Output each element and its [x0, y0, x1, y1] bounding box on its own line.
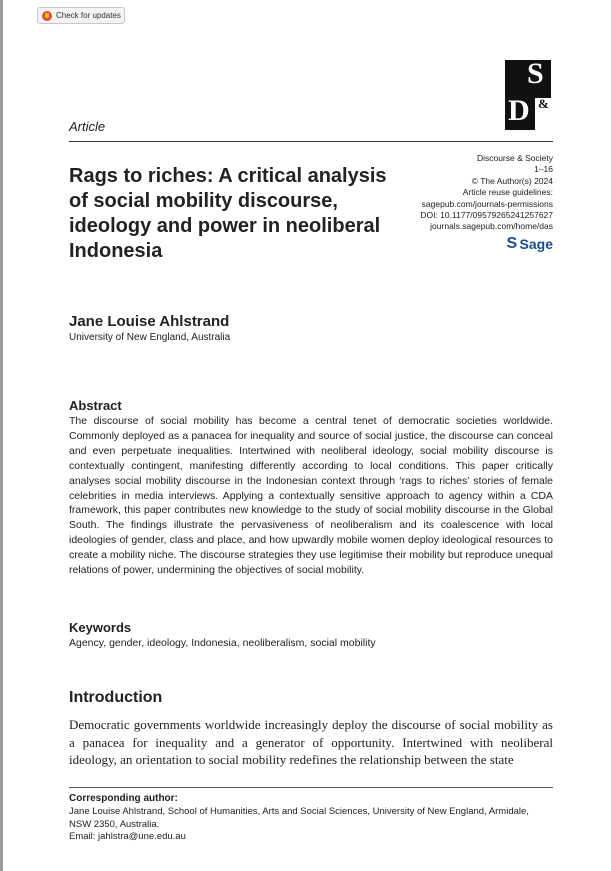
- abstract-text: The discourse of social mobility has become a central tenet of democratic societies worldwide. Commonly deployed as a panacea for inequality and source of social justice, the discourse can conceal and even perpetuate inequalities. Intertwined with neoliberal ideology, social mobility discourse is contextually contingent, manifesting differently according to local conditions. This paper critically analyses social mobility discourse in the Indonesian context through ‘rags to riches’ stories of female celebrities in media interviews. Applying a contextually sensitive approach to agency within a CDA framework, this paper contributes new knowledge to the study of social mobility discourse in the Global South. The findings illustrate the pervasiveness of neoliberalism and its coalescence with local ideologies of gender, class and place, and how upwardly mobile women deploy ideological resources to create a mobility niche. The discourse strategies they use legitimise their mobility but reproduce unequal relations of power, undermining the objectives of social mobility.: [69, 415, 553, 577]
- page-range: 1–16: [534, 164, 553, 175]
- keywords-heading: Keywords: [69, 620, 132, 635]
- publisher-logo: [507, 236, 553, 252]
- corresponding-author-email[interactable]: Email: jahlstra@une.edu.au: [69, 831, 186, 843]
- keywords-text: Agency, gender, ideology, Indonesia, neoliberalism, social mobility: [69, 637, 376, 649]
- permissions-link[interactable]: sagepub.com/journals-permissions: [421, 198, 553, 209]
- author-affiliation: University of New England, Australia: [69, 332, 231, 343]
- logo-letter-d: D: [508, 94, 530, 127]
- article-title: Rags to riches: A critical analysis of social mobility discourse, ideology and power in neoliberal Indonesia: [69, 165, 387, 262]
- corresponding-author-details: [69, 806, 553, 844]
- journal-homepage-link[interactable]: journals.sagepub.com/home/das: [430, 221, 553, 232]
- journal-meta: [420, 153, 553, 233]
- introduction-text: Democratic governments worldwide increasingly deploy the discourse of social mobility as a panacea for inequality and a generator of opportunity. Intertwined with neoliberal ideology, an orientation to social mobility redefines the relationship between the state: [69, 717, 553, 767]
- author-name: Jane Louise Ahlstrand: [69, 313, 230, 330]
- check-for-updates-button[interactable]: [37, 7, 125, 24]
- header-rule: [69, 141, 553, 142]
- logo-ampersand: &: [538, 96, 549, 111]
- reuse-guidelines: Article reuse guidelines:: [462, 187, 553, 198]
- journal-name: Discourse & Society: [476, 153, 553, 163]
- page-edge: [0, 0, 3, 871]
- crossmark-icon: [42, 11, 52, 21]
- corresponding-author-heading: Corresponding author:: [69, 793, 178, 804]
- abstract-heading: Abstract: [69, 398, 122, 413]
- footnote-rule: [69, 787, 553, 788]
- publisher-name: Sage: [519, 236, 553, 252]
- article-type: Article: [69, 119, 106, 134]
- introduction-heading: Introduction: [69, 689, 163, 706]
- copyright: © The Author(s) 2024: [471, 175, 553, 186]
- corresponding-author-address: Jane Louise Ahlstrand, School of Humanities, Arts and Social Sciences, University of New England, Armidale, NSW 2350, Australia.: [69, 806, 529, 830]
- check-for-updates-label: Check for updates: [56, 11, 121, 20]
- doi[interactable]: DOI: 10.1177/09579265241257627: [420, 210, 553, 221]
- journal-logo: [505, 57, 551, 130]
- logo-letter-s: S: [527, 57, 544, 90]
- sage-icon: [507, 237, 517, 251]
